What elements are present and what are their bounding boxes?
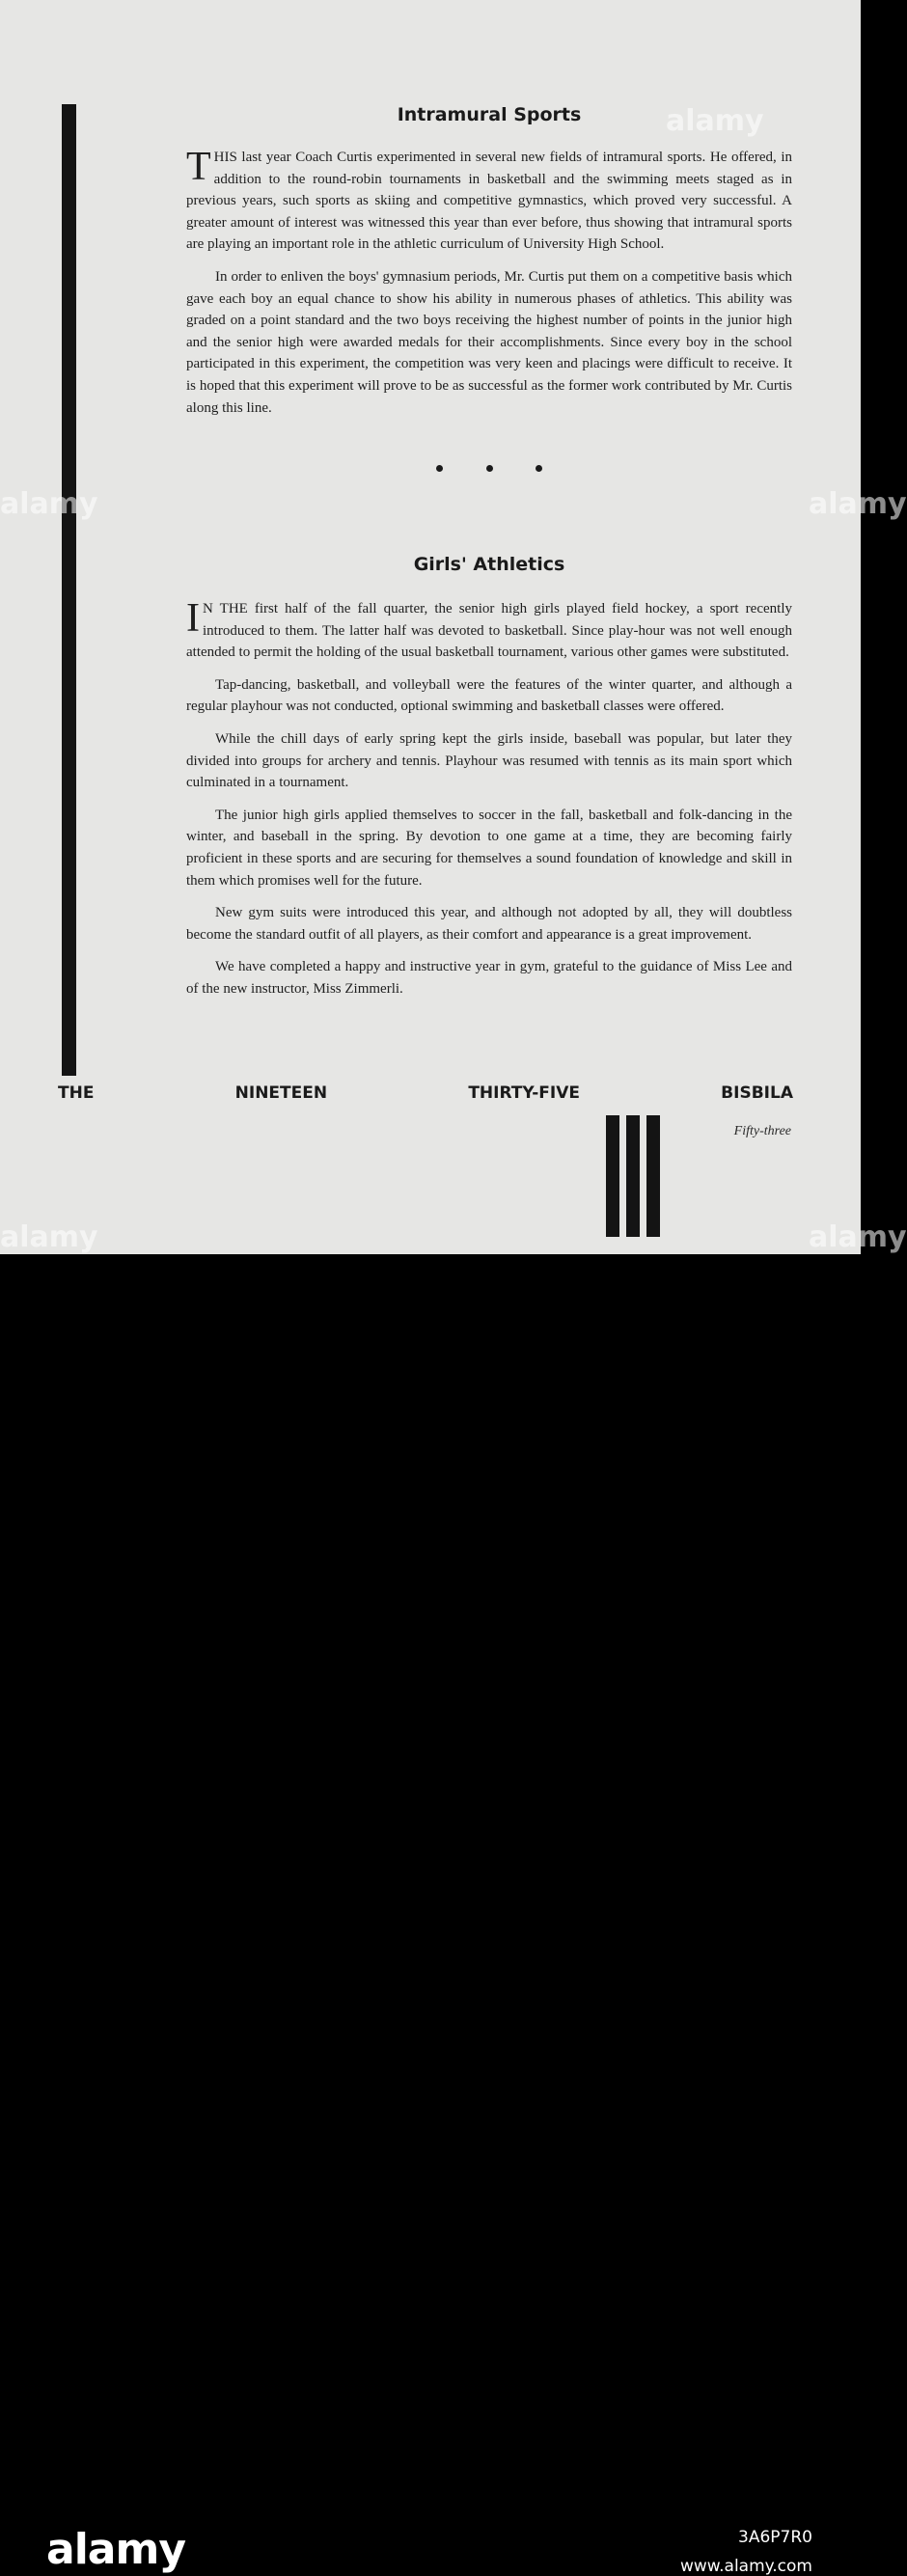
stock-photo-banner [0,1254,861,2576]
girls-athletics-section [186,598,792,1011]
intramural-paragraph-1: THIS last year Coach Curtis experimented in several new fields of intramural sports. He offered, in addition to the round-robin tournaments in basketball and the swimming meets staged as in previous years, such sports as skiing and competitive gymnastics, which proved very successful. A greater amount of interest was witnessed this year than ever before, thus showing that intramural sports are playing an important role in the athletic curriculum of University High School. [186,145,792,253]
section-divider-dots [436,465,542,472]
girls-paragraph-5: New gym suits were introduced this year, and although not adopted by all, they will doubtless become the standard outfit of all players, as their comfort and appearance is a great improvement. [186,905,792,943]
girls-paragraph-6: We have completed a happy and instructive year in gym, grateful to the guidance of Miss Lee and of the new instructor, Miss Zimmerli. [186,959,792,997]
intramural-sports-heading: Intramural Sports [397,104,582,125]
watermark-logo: alamy [809,487,907,521]
watermark-logo: alamy [0,1220,98,1254]
intramural-paragraph-2: In order to enliven the boys' gymnasium periods, Mr. Curtis put them on a competitive basis which gave each boy an equal chance to show his ability in numerous phases of athletics. This ability was graded on a point standard and the two boys receiving the highest number of points in the junior high and the senior high were awarded medals for their accomplishments. Since every boy in the school participated in this experiment, the competition was very keen and placings were difficult to receive. It is hoped that this experiment will prove to be as successful as the former work contributed by Mr. Curtis along this line. [186,268,792,416]
watermark-logo: alamy [809,1220,907,1254]
bottom-decorative-bar [626,1115,640,1237]
alamy-logo: alamy [46,2525,185,2574]
girls-paragraph-4: The junior high girls applied themselves to soccer in the fall, basketball and folk-dancing in the winter, and baseball in the spring. By devotion to one game at a time, they are becoming fairly proficient in these sports and are securing for themselves a sound foundation of knowledge and skill in them which promises well for the future. [186,807,792,889]
watermark-logo: alamy [666,104,764,138]
image-id: 3A6P7R0 [738,2528,812,2547]
bottom-decorative-bar [646,1115,660,1237]
intramural-sports-section [186,147,792,429]
left-decorative-bar [62,104,76,1076]
girls-paragraph-2: Tap-dancing, basketball, and volleyball were the features of the winter quarter, and although a regular playhour was not conducted, optional swimming and basketball classes were offered. [186,676,792,715]
divider-dot [536,465,542,472]
divider-dot [436,465,443,472]
girls-athletics-heading: Girls' Athletics [413,554,565,575]
girls-paragraph-3: While the chill days of early spring kept the girls inside, baseball was popular, but later they divided into groups for archery and tennis. Playhour was resumed with tennis as its main sport which culminated in a tournament. [186,730,792,791]
watermark-logo: alamy [0,487,98,521]
page-number: Fifty-three [733,1124,791,1138]
bottom-decorative-bar [606,1115,619,1237]
divider-dot [486,465,493,472]
girls-paragraph-1: IN THE first half of the fall quarter, the senior high girls played field hockey, a sport recently introduced to them. The latter half was devoted to basketball. Since play-hour was not well enough attended to permit the holding of the usual basketball tournament, various other games were substituted. [186,596,792,661]
stock-site-url: www.alamy.com [679,2557,812,2576]
yearbook-footer-title: THE NINETEEN THIRTY-FIVE BISBILA [58,1083,793,1103]
yearbook-page [0,0,907,1254]
